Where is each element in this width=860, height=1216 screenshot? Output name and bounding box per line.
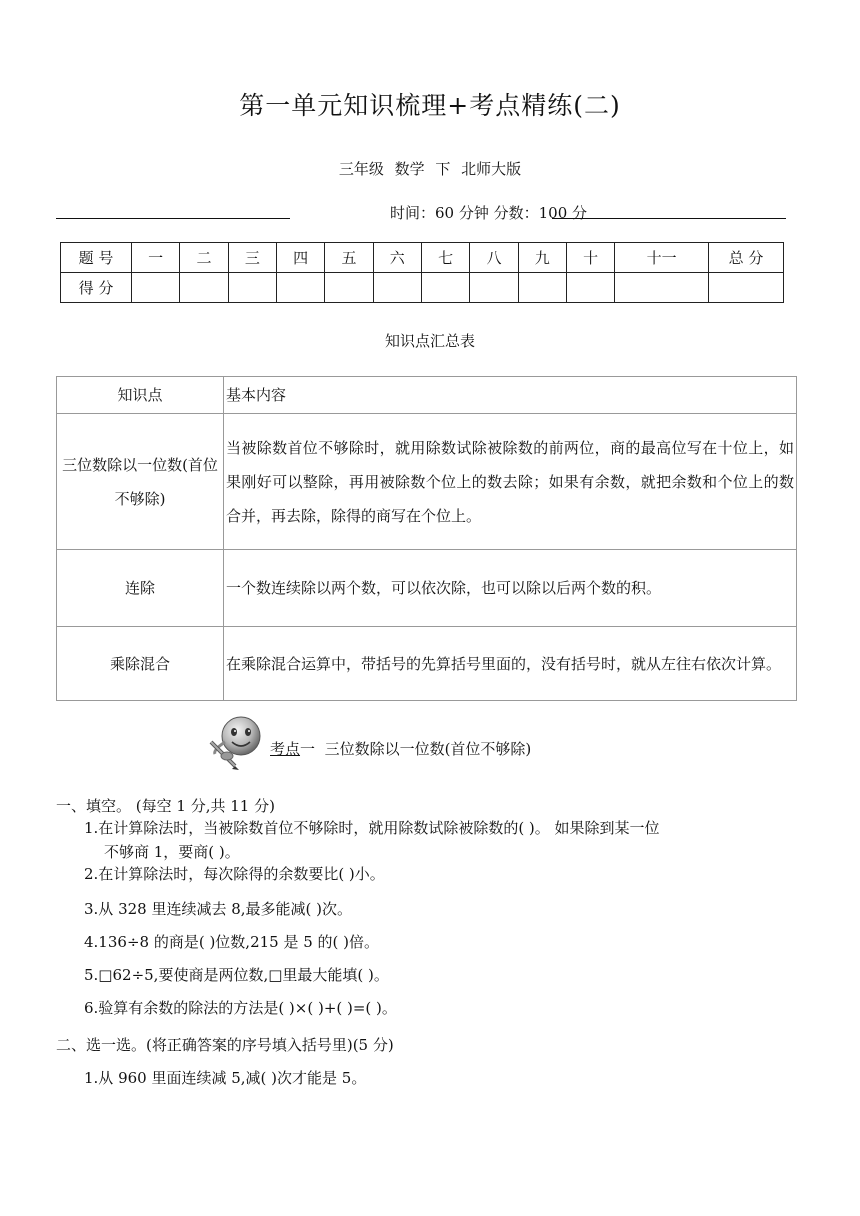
section1-heading: 一、填空。 (每空 1 分,共 11 分) <box>56 797 275 815</box>
knowledge-topic: 三位数除以一位数(首位不够除) <box>57 414 224 550</box>
score-table-score-row <box>61 273 784 303</box>
score-table-header-row <box>61 243 784 273</box>
score-input-cell[interactable] <box>518 273 566 303</box>
score-input-cell[interactable] <box>325 273 373 303</box>
question-4: 4.136÷8 的商是( )位数,215 是 5 的( )倍。 <box>84 933 380 951</box>
page-subtitle: 三年级 数学 下 北师大版 <box>338 160 522 178</box>
knowledge-header-content: 基本内容 <box>224 377 797 414</box>
kaodian-text <box>270 738 531 759</box>
knowledge-row <box>57 627 797 701</box>
score-row-label: 得 分 <box>61 273 132 303</box>
knowledge-table <box>56 376 797 701</box>
knowledge-topic: 乘除混合 <box>57 627 224 701</box>
time-score-text: 时间：60 分钟 分数：100 分 <box>390 204 588 222</box>
kaodian-label: 考点 <box>270 740 301 758</box>
kaodian-number: 一 <box>300 740 316 758</box>
knowledge-header-topic: 知识点 <box>57 377 224 414</box>
score-input-cell[interactable] <box>709 273 784 303</box>
score-cell: 四 <box>276 243 324 273</box>
score-cell: 七 <box>421 243 469 273</box>
smiley-pencil-icon <box>205 712 267 772</box>
score-input-cell[interactable] <box>276 273 324 303</box>
score-input-cell[interactable] <box>470 273 518 303</box>
score-cell: 三 <box>228 243 276 273</box>
kaodian-topic: 三位数除以一位数(首位不够除) <box>324 740 532 758</box>
knowledge-row <box>57 550 797 627</box>
question-1: 1.在计算除法时，当被除数首位不够除时，就用除数试除被除数的( )。 如果除到某一位 <box>84 819 660 837</box>
knowledge-row <box>57 414 797 550</box>
score-table <box>60 242 784 303</box>
knowledge-table-caption: 知识点汇总表 <box>384 332 475 350</box>
score-input-cell[interactable] <box>132 273 180 303</box>
score-cell: 五 <box>325 243 373 273</box>
name-blank-line <box>56 218 290 219</box>
score-input-cell[interactable] <box>421 273 469 303</box>
knowledge-header-row <box>57 377 797 414</box>
question-2: 2.在计算除法时，每次除得的余数要比( )小。 <box>84 865 385 883</box>
knowledge-content: 在乘除混合运算中，带括号的先算括号里面的，没有括号时，就从左往右依次计算。 <box>224 627 797 701</box>
section2-heading: 二、选一选。(将正确答案的序号填入括号里)(5 分) <box>56 1036 394 1054</box>
score-input-cell[interactable] <box>566 273 614 303</box>
question-1-cont: 不够商 1，要商( )。 <box>104 843 240 861</box>
score-input-cell[interactable] <box>228 273 276 303</box>
question-2-1: 1.从 960 里面连续减 5,减( )次才能是 5。 <box>84 1069 367 1087</box>
score-cell: 十一 <box>615 243 709 273</box>
score-input-cell[interactable] <box>180 273 228 303</box>
question-5: 5.□62÷5,要使商是两位数,□里最大能填( )。 <box>84 966 389 984</box>
score-cell: 九 <box>518 243 566 273</box>
score-cell: 六 <box>373 243 421 273</box>
score-cell: 八 <box>470 243 518 273</box>
blank-line-right <box>552 218 786 219</box>
score-input-cell[interactable] <box>615 273 709 303</box>
knowledge-content: 一个数连续除以两个数，可以依次除，也可以除以后两个数的积。 <box>224 550 797 627</box>
question-3: 3.从 328 里连续减去 8,最多能减( )次。 <box>84 900 353 918</box>
knowledge-content: 当被除数首位不够除时，就用除数试除被除数的前两位，商的最高位写在十位上，如果刚好可以整除，再用被除数个位上的数去除；如果有余数，就把余数和个位上的数合并，再去除，除得的商写在个位上。 <box>224 414 797 550</box>
score-cell: 一 <box>132 243 180 273</box>
score-cell: 十 <box>566 243 614 273</box>
score-cell: 总 分 <box>709 243 784 273</box>
page-title: 第一单元知识梳理+考点精练(二) <box>239 91 621 120</box>
score-cell: 二 <box>180 243 228 273</box>
score-cell: 题 号 <box>61 243 132 273</box>
knowledge-topic: 连除 <box>57 550 224 627</box>
info-line <box>56 202 786 224</box>
kaodian-heading <box>205 712 625 772</box>
score-input-cell[interactable] <box>373 273 421 303</box>
question-6: 6.验算有余数的除法的方法是( )×( )+( )=( )。 <box>84 999 397 1017</box>
